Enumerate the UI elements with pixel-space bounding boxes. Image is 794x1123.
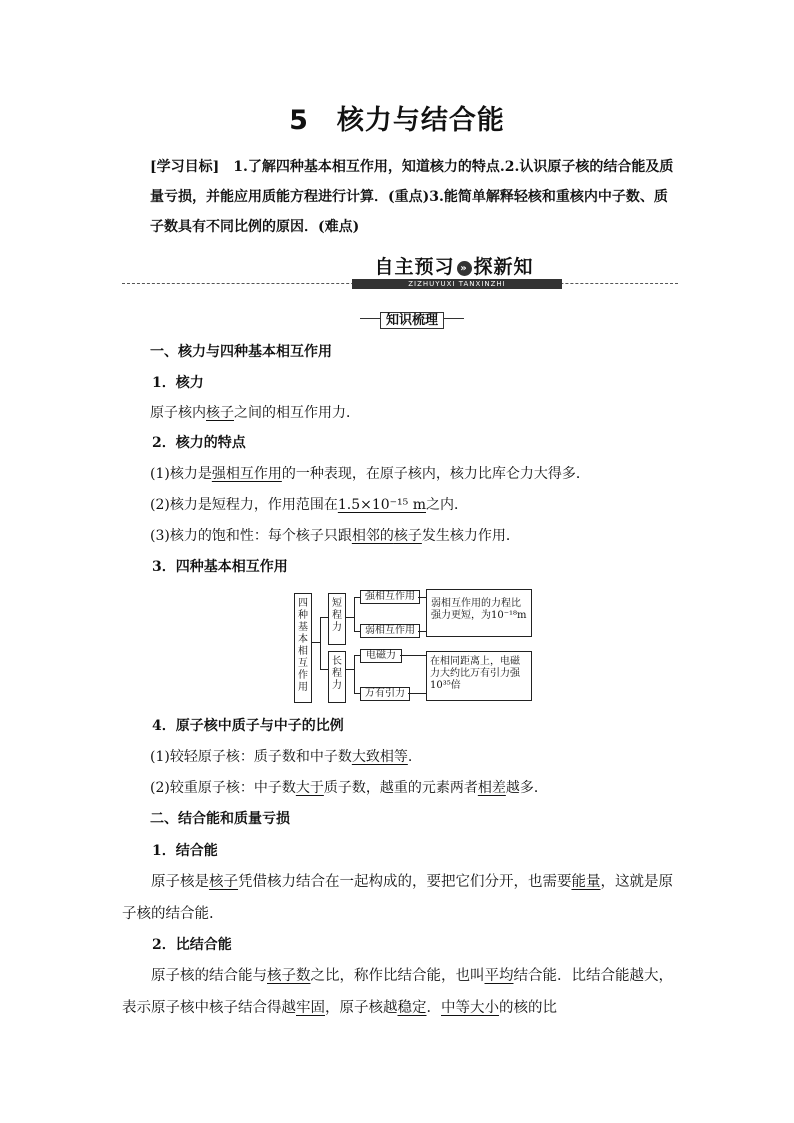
heading-2-1: 1．结合能	[152, 843, 218, 859]
arrow-icon: »	[457, 261, 472, 276]
section-number: 5	[289, 105, 309, 136]
diagram-em: 电磁力	[360, 649, 402, 663]
line-1-4-1: (1)较轻原子核：质子数和中子数大致相等.	[150, 749, 413, 765]
line-1-2-2: (2)核力是短程力，作用范围在1.5×10⁻¹⁵ m之内．	[150, 497, 468, 513]
diagram-long: 长程力	[328, 651, 346, 703]
banner-subtitle: ZIZHUYUXI TANXINZHI	[352, 279, 562, 289]
banner-left: 自主预习	[374, 256, 455, 278]
heading-1-4: 4．原子核中质子与中子的比例	[152, 718, 344, 734]
diagram-weak: 弱相互作用	[360, 624, 420, 638]
diagram-root: 四种基本相互作用	[294, 593, 312, 703]
line-1-2-3: (3)核力的饱和性：每个核子只跟相邻的核子发生核力作用．	[150, 528, 520, 544]
line-1-4-2: (2)较重原子核：中子数大于质子数，越重的元素两者相差越多．	[150, 780, 548, 796]
diagram-note-short: 弱相互作用的力程比强力更短，为10⁻¹⁸m	[426, 589, 532, 637]
heading-1-3: 3．四种基本相互作用	[152, 559, 288, 575]
line-1-2-1: (1)核力是强相互作用的一种表现，在原子核内，核力比库仑力大得多．	[150, 466, 590, 482]
knowledge-tag	[360, 309, 464, 327]
interaction-diagram	[290, 587, 536, 705]
tag-label: 知识梳理	[380, 312, 444, 329]
section-title: 核力与结合能	[336, 105, 505, 136]
section-banner	[122, 252, 678, 292]
heading-2-2: 2．比结合能	[152, 937, 232, 953]
heading-1-2: 2．核力的特点	[152, 435, 246, 451]
heading-s1: 一、核力与四种基本相互作用	[150, 344, 332, 360]
heading-s2: 二、结合能和质量亏损	[150, 811, 290, 827]
banner-right: 探新知	[473, 256, 534, 278]
banner-box	[360, 252, 548, 279]
para-2-1: 原子核是核子凭借核力结合在一起构成的，要把它们分开，也需要能量，这就是原子核的结合能.	[122, 874, 673, 922]
diagram-strong: 强相互作用	[360, 590, 420, 604]
diagram-grav: 万有引力	[360, 687, 410, 701]
page-title	[0, 98, 794, 137]
diagram-note-long: 在相同距离上，电磁力大约比万有引力强10³⁵倍	[426, 651, 532, 701]
learning-goals: [学习目标] 1.了解四种基本相互作用，知道核力的特点.2.认识原子核的结合能及质量亏损，并能应用质能方程进行计算．(重点)3.能简单解释轻核和重核内中子数、质子数具有不同比例的原因．(难点)	[150, 159, 674, 235]
diagram-short: 短程力	[328, 593, 346, 645]
line-1-1: 原子核内核子之间的相互作用力．	[150, 405, 360, 421]
heading-1-1: 1．核力	[152, 375, 204, 391]
para-2-2: 原子核的结合能与核子数之比，称作比结合能，也叫平均结合能．比结合能越大，表示原子核中核子结合得越牢固，原子核越稳定．中等大小的核的比	[122, 968, 673, 1016]
